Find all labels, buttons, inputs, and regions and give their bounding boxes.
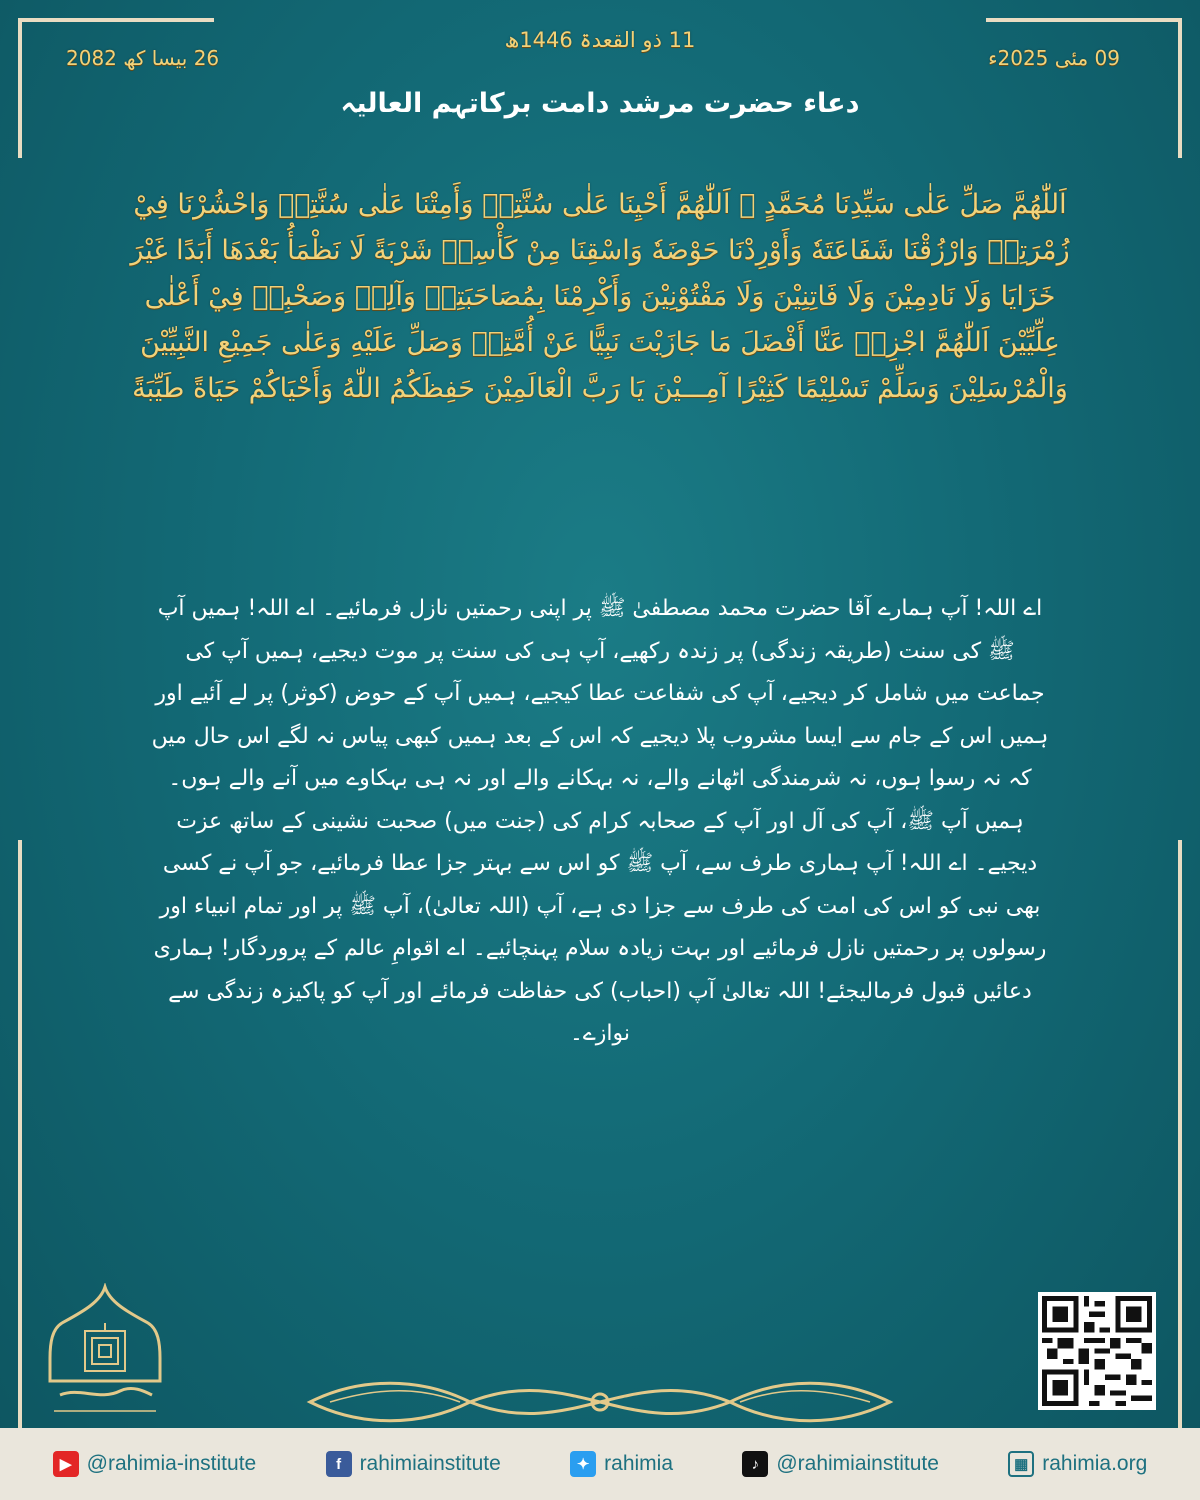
arabic-dua-text: اَللّٰهُمَّ صَلِّ عَلٰى سَيِّدِنَا مُحَمَّدٍ ﷺ اَللّٰهُمَّ أَحْيِنَا عَلٰى سُنَّتِهٖ وَأَمِتْنَا عَلٰى سُنَّتِهٖ وَاحْشُرْنَا فِيْ زُمْرَتِهٖ وَارْزُقْنَا شَفَاعَتَهٗ وَأَوْرِدْنَا حَوْضَهٗ وَاسْقِنَا مِنْ كَأْسِهٖ شَرْبَةً لَا نَظْمَأُ بَعْدَهَا أَبَدًا غَيْرَ خَزَايَا وَلَا نَادِمِيْنَ وَلَا فَاتِنِيْنَ وَلَا مَفْتُوْنِيْنَ وَأَكْرِمْنَا بِمُصَاحَبَتِهٖ وَآلِهٖ وَصَحْبِهٖ فِيْ أَعْلٰى عِلِّيِّيْنَ اَللّٰهُمَّ اجْزِهٖ عَنَّا أَفْضَلَ مَا جَازَيْتَ نَبِيًّا عَنْ أُمَّتِهٖ وَصَلِّ عَلَيْهِ وَعَلٰى جَمِيْعِ النَّبِيِّيْنَ وَالْمُرْسَلِيْنَ وَسَلِّمْ تَسْلِيْمًا كَثِيْرًا آمِـــيْنَ يَا رَبَّ الْعَالَمِيْنَ حَفِظَكُمُ اللّٰهُ وَأَحْيَاكُمْ حَيَاةً طَيِّبَةً xyxy=(130,189,1070,404)
rahimia-logo xyxy=(40,1283,170,1425)
qr-web-icon: ▦ xyxy=(1008,1451,1034,1477)
decorative-ornament xyxy=(300,1372,900,1432)
website-url: rahimia.org xyxy=(1042,1452,1148,1475)
hijri-date: 11 ذو القعدۃ 1446ھ xyxy=(504,28,696,52)
tiktok-link[interactable] xyxy=(742,1451,939,1477)
facebook-handle: rahimiainstitute xyxy=(359,1452,501,1475)
page-title: دعاء حضرت مرشد دامت برکاتہم العالیہ xyxy=(340,88,860,119)
frame-side-left xyxy=(18,840,22,1460)
youtube-icon: ▶ xyxy=(53,1451,79,1477)
twitter-icon: ✦ xyxy=(570,1451,596,1477)
facebook-icon: f xyxy=(326,1451,352,1477)
desi-date: 26 بیسا کھ 2082 xyxy=(66,46,220,70)
twitter-handle: rahimia xyxy=(604,1452,673,1475)
frame-corner-top-left xyxy=(18,18,214,22)
frame-corner-top-right xyxy=(986,18,1182,22)
twitter-link[interactable] xyxy=(570,1451,673,1477)
urdu-translation-text: اے اللہ! آپ ہمارے آقا حضرت محمد مصطفیٰ ﷺ پر اپنی رحمتیں نازل فرمائیے۔ اے اللہ! ہمیں آپ ﷺ کی سنت (طریقہ زندگی) پر زندہ رکھیے، آپ ہی کی سنت پر موت دیجیے، ہمیں آپ کی جماعت میں شامل کر دیجیے، آپ کی شفاعت عطا کیجیے، ہمیں آپ کے حوض (کوثر) پر لے آئیے اور ہمیں اس کے جام سے ایسا مشروب پلا دیجیے کہ اس کے بعد ہمیں کبھی پیاس نہ لگے اس حال میں کہ نہ رسوا ہوں، نہ شرمندگی اٹھانے والے، نہ بہکانے والے اور نہ ہی بہکاوے میں آنے والے ہوں۔ ہمیں آپ ﷺ، آپ کی آل اور آپ کے صحابہ کرام کی (جنت میں) صحبت نشینی کے ساتھ عزت دیجیے۔ اے اللہ! آپ ہماری طرف سے، آپ ﷺ کو اس سے بہتر جزا عطا فرمائیے، جو آپ نے کسی بھی نبی کو اس کی امت کی طرف سے جزا دی ہے، آپ (اللہ تعالیٰ)، آپ ﷺ پر اور تمام انبیاء اور رسولوں پر رحمتیں نازل فرمائیے اور بہت زیادہ سلام پہنچائیے۔ اے اقوامِ عالم کے پروردگار! ہماری دعائیں قبول فرمالیجئے! اللہ تعالیٰ آپ (احباب) کی حفاظت فرمائے اور آپ کو پاکیزہ زندگی سے نوازے۔ xyxy=(151,596,1049,1046)
tiktok-icon: ♪ xyxy=(742,1451,768,1477)
youtube-handle: @rahimia-institute xyxy=(86,1452,257,1475)
qr-code[interactable] xyxy=(1038,1292,1156,1410)
social-footer xyxy=(0,1428,1200,1500)
gregorian-date: 09 مئی 2025ء xyxy=(988,46,1120,70)
tiktok-handle: @rahimiainstitute xyxy=(776,1452,939,1475)
website-link[interactable] xyxy=(1008,1451,1147,1477)
facebook-link[interactable] xyxy=(326,1451,501,1477)
frame-side-right xyxy=(1178,840,1182,1460)
youtube-link[interactable] xyxy=(53,1451,257,1477)
